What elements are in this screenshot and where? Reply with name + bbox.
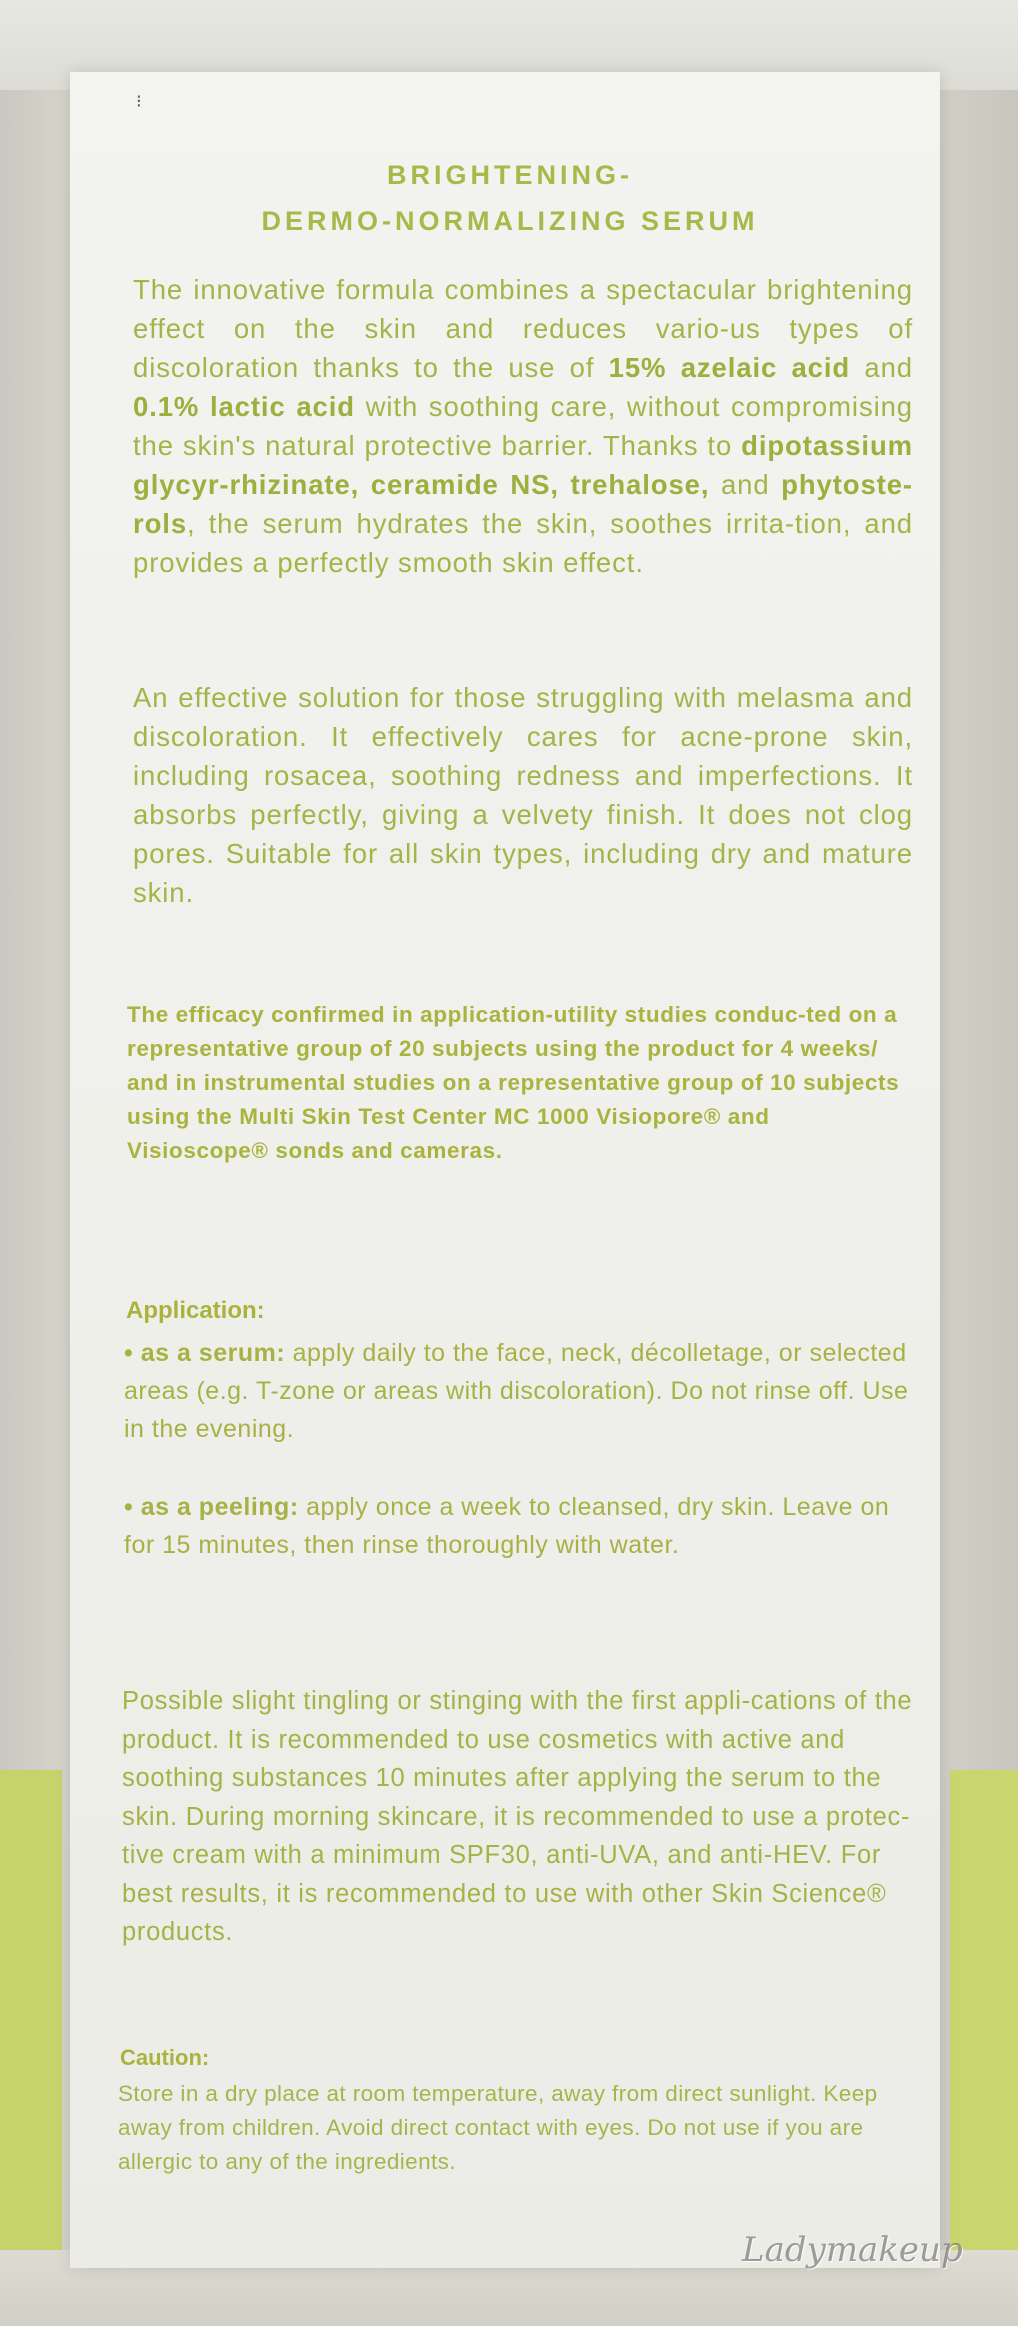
- peeling-label: • as a peeling:: [124, 1493, 299, 1521]
- application-peeling: [124, 1488, 914, 1564]
- product-title-line2: DERMO-NORMALIZING SERUM: [261, 206, 759, 236]
- solution-paragraph: An effective solution for those struggling with melasma and discoloration. It effectively cares for acne-prone skin, including rosacea, soothing redness and imperfections. It absorbs perfectly, giving a velvety finish. It does not clog pores. Suitable for all skin types, including dry and mature skin.: [133, 682, 913, 908]
- ingredient-phytosterols: phytoste-rols: [133, 469, 913, 539]
- product-title-line1: BRIGHTENING-: [387, 160, 633, 190]
- tingling-paragraph: Possible slight tingling or stinging with the first appli-cations of the product. It is recommended to use cosmetics with active and soothing substances 10 minutes after applying the serum to the skin. During morning skincare, it is recommended to use a protec-tive cream with a minimum SPF30, anti-UVA, and anti-HEV. For best results, it is recommended to use with other Skin Science® products.: [122, 1687, 913, 1946]
- application-heading: Application:: [126, 1297, 265, 1324]
- intro-text: , the serum hydrates the skin, soothes irrita-tion, and provides a perfectly smooth skin effect.: [133, 508, 913, 578]
- intro-text: and: [850, 352, 913, 383]
- box-side-lime-left: [0, 1770, 62, 2326]
- application-serum: [124, 1334, 914, 1448]
- ingredient-azelaic-acid: 15% azelaic acid: [608, 352, 851, 383]
- caution-text: Store in a dry place at room temperature, away from direct sunlight. Keep away from children. Avoid direct contact with eyes. Do not use if you are allergic to any of the ingredients.: [118, 2081, 878, 2174]
- intro-text: and: [709, 469, 782, 500]
- ingredient-lactic-acid: 0.1% lactic acid: [133, 391, 355, 422]
- ingredient-list: dipotassium glycyr-rhizinate, ceramide NS, trehalose,: [133, 430, 913, 500]
- intro-paragraph: [133, 270, 913, 582]
- pen-mark: ⁝: [136, 91, 142, 112]
- peeling-text: apply once a week to cleansed, dry skin. Leave on for 15 minutes, then rinse thoroughly with water.: [124, 1493, 890, 1559]
- caution-heading: Caution:: [120, 2045, 210, 2070]
- efficacy-paragraph: The efficacy confirmed in application-utility studies conduc-ted on a representative group of 20 subjects using the product for 4 weeks/ and in instrumental studies on a representative group of 10 subjects using the Multi Skin Test Center MC 1000 Visiopore® and Visioscope® sonds and cameras.: [127, 1002, 900, 1163]
- intro-text: with soothing care, without compromising the skin's natural protective barrier. Thanks to: [133, 391, 913, 461]
- watermark-logo: Ladymakeup: [742, 2230, 963, 2270]
- serum-text: apply daily to the face, neck, décolletage, or selected areas (e.g. T-zone or areas with discoloration). Do not rinse off. Use in the evening.: [124, 1339, 909, 1443]
- serum-label: • as a serum:: [124, 1339, 286, 1367]
- intro-text: The innovative formula combines a spectacular brightening effect on the skin and reduces vario-us types of discoloration thanks to the use of: [133, 274, 913, 383]
